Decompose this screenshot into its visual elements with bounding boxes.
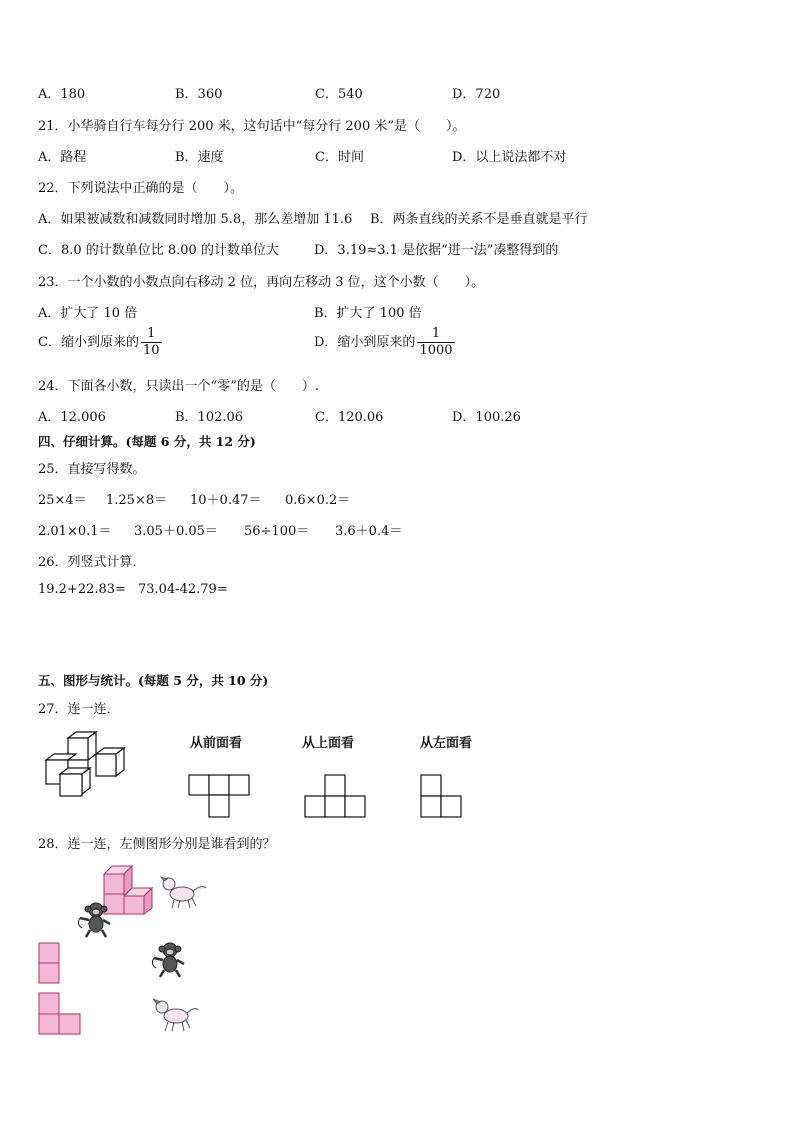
q24-option-d: D．100.26 <box>452 410 521 425</box>
view-label-front: 从前面看 <box>190 736 243 751</box>
dog-icon-option <box>150 996 200 1036</box>
section-4-heading: 四、仔细计算。(每题 6 分，共 12 分) <box>38 434 256 449</box>
q25-stem: 25．直接写得数。 <box>38 462 146 477</box>
pink-l-view <box>38 992 84 1036</box>
top-view-shape <box>304 774 368 820</box>
q22-option-c: C．8.0 的计数单位比 8.00 的计数单位大 <box>38 243 279 258</box>
q25-r2-c4: 3.6＋0.4＝ <box>335 524 403 539</box>
fraction-numerator: 1 <box>417 326 454 343</box>
pink-column-view <box>38 942 62 986</box>
q21-option-d: D．以上说法都不对 <box>452 150 567 165</box>
section-5-heading: 五、图形与统计。(每题 5 分，共 10 分) <box>38 673 269 688</box>
fraction-one-thousandth <box>417 326 454 359</box>
q25-r2-c2: 3.05＋0.05＝ <box>134 524 218 539</box>
monkey-icon <box>76 900 116 940</box>
q22-option-a: A．如果被减数和减数同时增加 5.8，那么差增加 11.6 <box>38 212 353 227</box>
view-label-left: 从左面看 <box>420 736 473 751</box>
fraction-denominator: 1000 <box>419 343 453 358</box>
fraction-numerator: 1 <box>141 326 162 343</box>
q26-item-1: 19.2+22.83= <box>38 582 126 597</box>
q23-option-a: A．扩大了 10 倍 <box>38 306 138 321</box>
q21-option-a: A．路程 <box>38 150 87 165</box>
q25-r2-c1: 2.01×0.1＝ <box>38 524 112 539</box>
q24-option-c: C．120.06 <box>315 410 384 425</box>
q24-option-a: A．12.006 <box>38 410 106 425</box>
view-label-top: 从上面看 <box>302 736 355 751</box>
monkey-icon-option <box>150 940 190 980</box>
q22-stem: 22．下列说法中正确的是（ ）。 <box>38 181 244 196</box>
fraction-one-tenth <box>141 326 162 359</box>
q23-option-c <box>38 326 162 359</box>
q28-stem: 28．连一连，左侧图形分别是谁看到的？ <box>38 837 276 852</box>
q21-option-c: C．时间 <box>315 150 364 165</box>
dog-icon <box>160 872 208 912</box>
q20-option-d: D．720 <box>452 87 501 102</box>
q20-option-c: C．540 <box>315 87 363 102</box>
fraction-denominator: 10 <box>142 343 160 358</box>
q25-r1-c1: 25×4＝ <box>38 493 87 508</box>
q20-option-b: B．360 <box>175 87 223 102</box>
q21-stem: 21．小华骑自行车每分行 200 米，这句话中“每分行 200 米”是（ ）。 <box>38 119 466 134</box>
q25-r1-c2: 1.25×8＝ <box>106 493 168 508</box>
q27-stem: 27．连一连． <box>38 702 120 717</box>
q23-option-d-prefix: D．缩小到原来的 <box>314 335 416 350</box>
q23-option-b: B．扩大了 100 倍 <box>314 306 422 321</box>
q23-option-c-prefix: C．缩小到原来的 <box>38 335 139 350</box>
left-view-shape <box>420 774 466 820</box>
q23-option-d <box>314 326 455 359</box>
q21-option-b: B．速度 <box>175 150 224 165</box>
q26-stem: 26．列竖式计算． <box>38 555 146 570</box>
q24-stem: 24．下面各小数，只读出一个“零”的是（ ）. <box>38 379 319 394</box>
cube-stack-figure <box>40 730 136 800</box>
q26-item-2: 73.04-42.79= <box>138 582 228 597</box>
q20-option-a: A．180 <box>38 87 86 102</box>
q25-r2-c3: 56÷100＝ <box>244 524 310 539</box>
q23-stem: 23．一个小数的小数点向右移动 2 位，再向左移动 3 位，这个小数（ ）。 <box>38 275 485 290</box>
q22-option-d: D．3.19≈3.1 是依据“进一法”凑整得到的 <box>314 243 559 258</box>
front-view-shape <box>188 774 252 820</box>
q25-r1-c4: 0.6×0.2＝ <box>285 493 351 508</box>
q24-option-b: B．102.06 <box>175 410 244 425</box>
q22-option-b: B．两条直线的关系不是垂直就是平行 <box>370 212 588 227</box>
q25-r1-c3: 10＋0.47＝ <box>190 493 262 508</box>
